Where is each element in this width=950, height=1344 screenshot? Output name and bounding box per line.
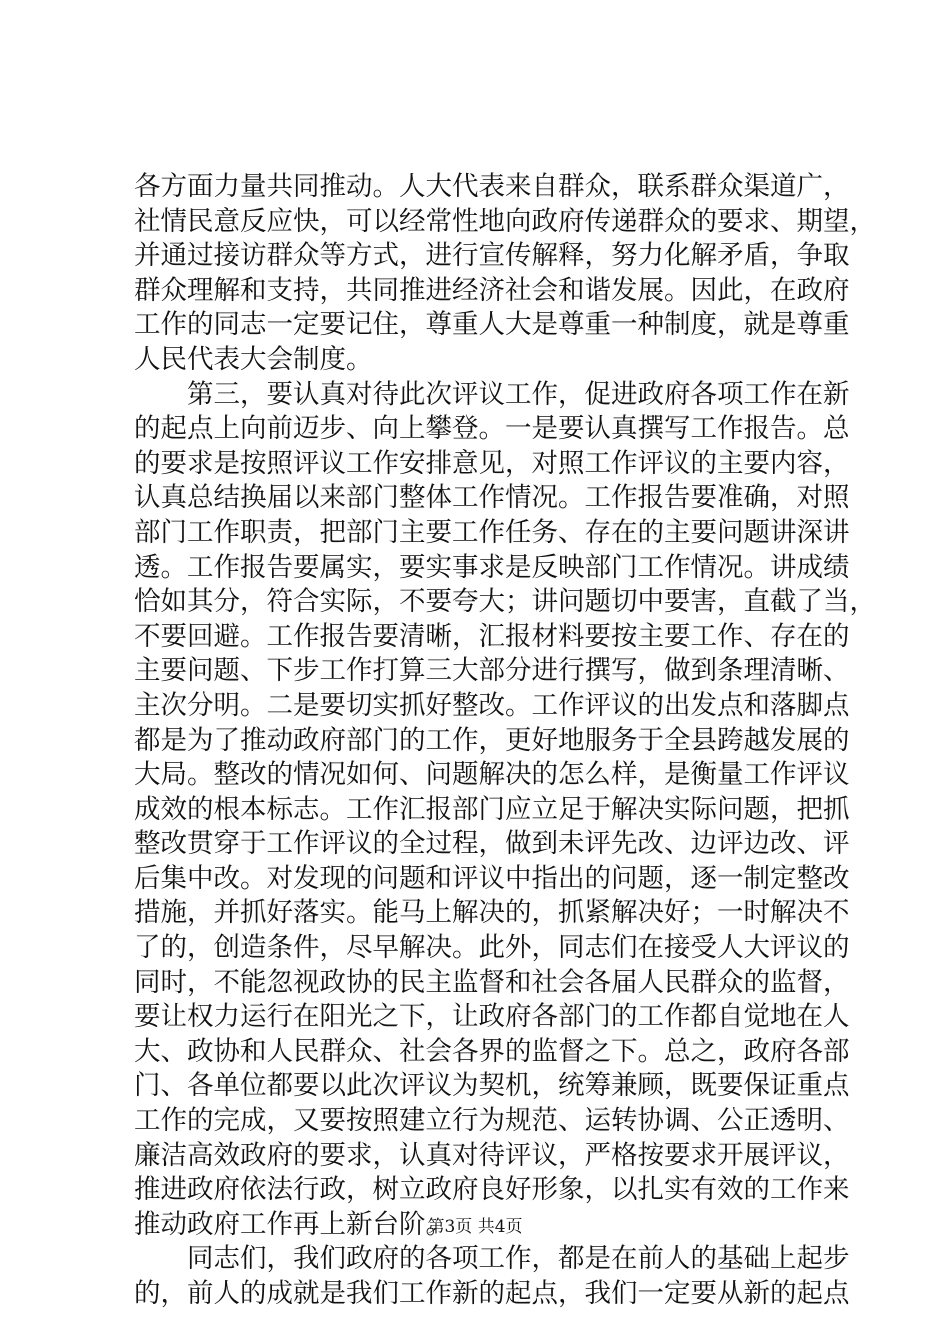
text-line: 恰如其分，符合实际，不要夸大；讲问题切中要害，直截了当， — [134, 586, 876, 618]
text-line: 整改贯穿于工作评议的全过程，做到未评先改、边评边改、评 — [134, 828, 850, 860]
text-line: 主要问题、下步工作打算三大部分进行撰写，做到条理清晰、 — [134, 655, 850, 687]
text-line: 要让权力运行在阳光之下，让政府各部门的工作都自觉地在人 — [134, 1001, 850, 1033]
text-line: 成效的根本标志。工作汇报部门应立足于解决实际问题，把抓 — [134, 793, 850, 825]
text-line: 部门工作职责，把部门主要工作任务、存在的主要问题讲深讲 — [134, 516, 850, 548]
text-line: 门、各单位都要以此次评议为契机，统筹兼顾，既要保证重点 — [134, 1070, 850, 1102]
text-line: 工作的同志一定要记住，尊重人大是尊重一种制度，就是尊重 — [134, 309, 850, 341]
text-line: 并通过接访群众等方式，进行宣传解释，努力化解矛盾，争取 — [134, 240, 850, 272]
text-line: 各方面力量共同推动。人大代表来自群众，联系群众渠道广， — [134, 171, 850, 202]
body-text — [134, 170, 876, 1312]
text-line: 廉洁高效政府的要求，认真对待评议，严格按要求开展评议， — [134, 1139, 850, 1171]
text-line: 的，前人的成就是我们工作新的起点，我们一定要从新的起点 — [134, 1278, 850, 1309]
text-line: 措施，并抓好落实。能马上解决的，抓紧解决好；一时解决不 — [134, 897, 850, 929]
paragraph — [134, 378, 876, 1243]
text-line: 第三，要认真对待此次评议工作，促进政府各项工作在新 — [187, 378, 850, 410]
text-line: 后集中改。对发现的问题和评议中指出的问题，逐一制定整改 — [134, 862, 850, 894]
text-line: 了的，创造条件，尽早解决。此外，同志们在接受人大评议的 — [134, 932, 850, 964]
paragraph — [134, 170, 876, 378]
text-line: 工作的完成，又要按照建立行为规范、运转协调、公正透明、 — [134, 1105, 850, 1137]
text-line: 都是为了推动政府部门的工作，更好地服务于全县跨越发展的 — [134, 724, 850, 756]
text-line: 认真总结换届以来部门整体工作情况。工作报告要准确，对照 — [134, 482, 850, 514]
text-line: 推动政府工作再上新台阶。 — [134, 1208, 452, 1240]
text-line: 的起点上向前迈步、向上攀登。一是要认真撰写工作报告。总 — [134, 413, 850, 445]
paragraph — [134, 1242, 850, 1311]
text-line: 不要回避。工作报告要清晰，汇报材料要按主要工作、存在的 — [134, 620, 850, 652]
text-line: 同时，不能忽视政协的民主监督和社会各届人民群众的监督， — [134, 966, 850, 998]
text-line: 的要求是按照评议工作安排意见，对照工作评议的主要内容， — [134, 447, 850, 479]
text-line: 推进政府依法行政，树立政府良好形象，以扎实有效的工作来 — [134, 1174, 850, 1206]
text-line: 主次分明。二是要切实抓好整改。工作评议的出发点和落脚点 — [134, 689, 850, 721]
text-line: 大局。整改的情况如何、问题解决的怎么样，是衡量工作评议 — [134, 759, 850, 791]
text-line: 大、政协和人民群众、社会各界的监督之下。总之，政府各部 — [134, 1035, 850, 1067]
text-line: 同志们，我们政府的各项工作，都是在前人的基础上起步 — [187, 1243, 850, 1275]
text-line: 群众理解和支持，共同推进经济社会和谐发展。因此，在政府 — [134, 274, 850, 306]
text-line: 人民代表大会制度。 — [134, 343, 373, 375]
text-line: 社情民意反应快，可以经常性地向政府传递群众的要求、期望， — [134, 205, 876, 237]
text-line: 透。工作报告要属实，要实事求是反映部门工作情况。讲成绩 — [134, 551, 850, 583]
page-footer: 第3页 共4页 — [427, 1217, 523, 1237]
